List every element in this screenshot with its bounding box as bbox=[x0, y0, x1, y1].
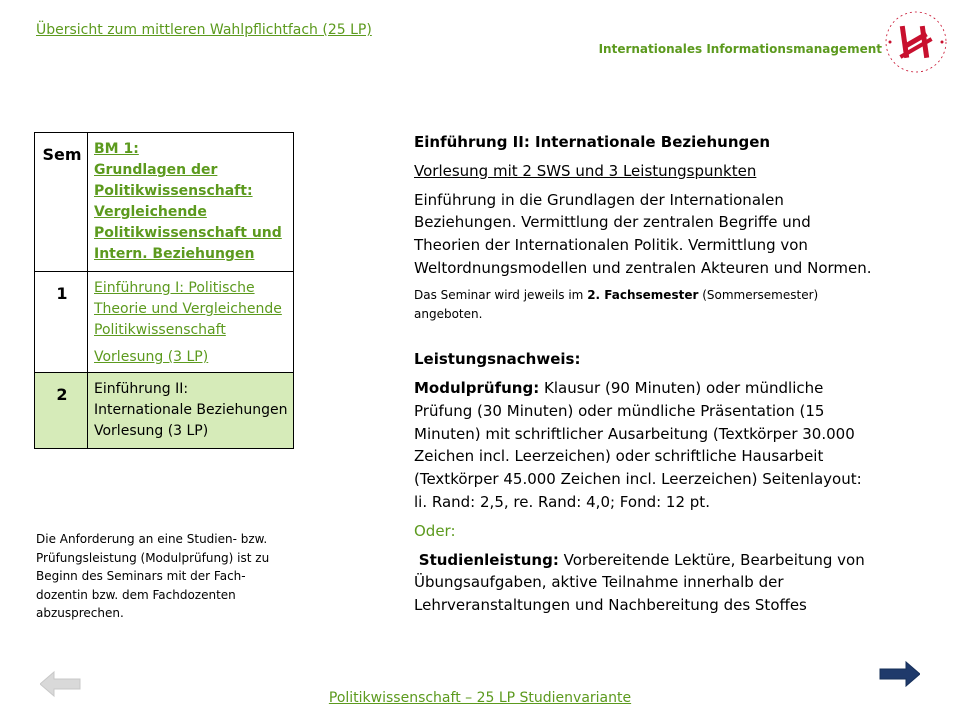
course-name: Einführung II: Internationale Beziehungen bbox=[94, 381, 288, 418]
study-text: Vorbereitende Lektüre, Bearbeitung von Übungsaufgaben, aktive Teilnahme innerhalb der Lehrveranstaltungen und Nachbereitung des Stoffes bbox=[414, 550, 865, 615]
exam-info bbox=[414, 377, 874, 514]
university-logo bbox=[884, 10, 948, 74]
table-row bbox=[35, 272, 294, 373]
course-cell bbox=[88, 272, 294, 373]
forward-arrow-icon[interactable] bbox=[878, 660, 920, 688]
sem-header: Sem bbox=[35, 133, 88, 272]
course-subtitle: Vorlesung mit 2 SWS und 3 Leistungspunkten bbox=[414, 161, 757, 180]
overview-link[interactable]: Übersicht zum mittleren Wahlpflichtfach (25 LP) bbox=[36, 22, 372, 38]
seminar-semester: 2. Fachsemester bbox=[587, 287, 699, 302]
course-link[interactable]: Einführung I: Politische Theorie und Vergleichende Politikwissenschaft bbox=[94, 280, 282, 338]
seminar-info-post: (Sommersemester) angeboten. bbox=[414, 287, 819, 321]
exam-label: Modulprüfung: bbox=[414, 378, 540, 397]
course-cell bbox=[88, 373, 294, 449]
course-title: Einführung II: Internationale Beziehungen bbox=[414, 133, 771, 151]
brand-text: Internationales Informationsmanagement bbox=[598, 42, 882, 56]
or-label: Oder: bbox=[414, 521, 456, 540]
module-title-link[interactable]: BM 1: bbox=[94, 141, 139, 157]
table-row bbox=[35, 373, 294, 449]
module-name-link[interactable]: Grundlagen der Politikwissenschaft: Vergleichende Politikwissenschaft und Intern. Beziehungen bbox=[94, 162, 282, 262]
footer bbox=[0, 690, 960, 706]
sem-number: 1 bbox=[35, 272, 88, 373]
course-details bbox=[414, 131, 874, 623]
requirement-note: Die Anforderung an eine Studien- bzw. Prüfungsleistung (Modulprüfung) ist zu Beginn des Seminars mit der Fach-dozentin bzw. dem Fachdozenten abzusprechen. bbox=[36, 532, 270, 621]
seminar-info bbox=[414, 286, 874, 324]
course-type-link[interactable]: Vorlesung (3 LP) bbox=[94, 349, 209, 365]
module-table bbox=[34, 132, 294, 449]
footer-link[interactable]: Politikwissenschaft – 25 LP Studienvariante bbox=[328, 690, 632, 706]
table-header-row bbox=[35, 133, 294, 272]
study-info bbox=[414, 549, 874, 617]
module-cell bbox=[88, 133, 294, 272]
study-label: Studienleistung: bbox=[418, 550, 559, 569]
achievement-heading: Leistungsnachweis: bbox=[414, 350, 581, 369]
course-type: Vorlesung (3 LP) bbox=[94, 423, 209, 439]
exam-text: Klausur (90 Minuten) oder mündliche Prüfung (30 Minuten) oder mündliche Präsentation (15 Minuten) mit schriftlicher Ausarbeitung (Textkörper 30.000 Zeichen incl. Leerzeichen) oder schriftliche Hausarbeit (Textkörper 45.000 Zeichen incl. Leerzeichen) Seitenlayout: li. Rand: 2,5, re. Rand: 4,0; Fond: 12 pt. bbox=[414, 378, 862, 511]
course-description: Einführung in die Grundlagen der Internationalen Beziehungen. Vermittlung der zentralen Begriffe und Theorien der Internationalen Politik. Vermittlung von Weltordnungsmodellen und zentralen Akteuren und Normen. bbox=[414, 190, 872, 277]
sem-number: 2 bbox=[35, 373, 88, 449]
seminar-info-pre: Das Seminar wird jeweils im bbox=[414, 287, 588, 302]
